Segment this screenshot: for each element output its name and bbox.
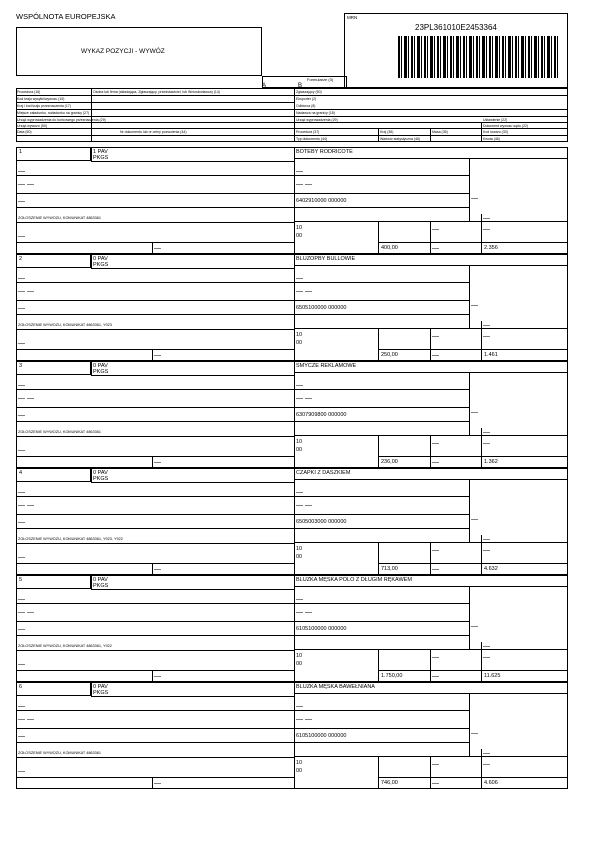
dash-left-1: — xyxy=(18,596,25,603)
rule xyxy=(469,158,470,221)
rule xyxy=(294,158,568,159)
dash-doc: — xyxy=(18,233,25,240)
rule xyxy=(294,372,568,373)
rule xyxy=(152,242,153,254)
item-qty-bottom: 00 xyxy=(296,340,303,346)
rule xyxy=(16,728,294,729)
dash-right-3: — xyxy=(471,623,478,630)
rule xyxy=(294,756,568,757)
rule xyxy=(294,635,469,636)
item-packages-sub: PKGS xyxy=(93,583,109,589)
rule xyxy=(294,496,469,497)
dash-doc: — xyxy=(18,768,25,775)
rule xyxy=(294,435,568,436)
item-value: 4.606 xyxy=(484,780,498,786)
rule xyxy=(91,254,92,268)
rule xyxy=(16,543,294,544)
dash-bottom: — xyxy=(154,780,161,787)
dash-bottom: — xyxy=(154,459,161,466)
rule xyxy=(294,221,568,222)
item-packages-sub: PKGS xyxy=(93,262,109,268)
rule xyxy=(91,696,294,697)
rule xyxy=(430,221,431,254)
hf-r5-4: Kod towaru (33) xyxy=(483,130,508,134)
rule xyxy=(469,693,470,756)
rule xyxy=(16,329,294,330)
rule xyxy=(430,435,431,468)
dash-right-2: — — xyxy=(296,181,312,188)
rule xyxy=(16,207,294,208)
dash-left-1: — xyxy=(18,489,25,496)
rule xyxy=(430,649,431,682)
item-packages: 0 PAV xyxy=(93,256,108,262)
dash-mass: — xyxy=(432,780,439,787)
rule xyxy=(481,642,482,682)
rule xyxy=(16,242,294,243)
item-documents: ZGŁOSZENIE WYWOZU, KOMUNIKAT 4863361 xyxy=(18,430,101,434)
dash-qty-3: — xyxy=(483,643,490,650)
rule xyxy=(16,742,294,743)
eu-title: WSPÓLNOTA EUROPEJSKA xyxy=(16,12,116,21)
item-commodity-code: 6105100000 000000 xyxy=(296,733,347,739)
rule xyxy=(378,670,568,671)
rule xyxy=(481,321,482,361)
dash-qty-1: — xyxy=(432,226,439,233)
item-packages: 1 PAV xyxy=(93,149,108,155)
item-packages-sub: PKGS xyxy=(93,476,109,482)
dash-qty-3: — xyxy=(483,215,490,222)
dash-mass: — xyxy=(432,245,439,252)
dash-qty-3: — xyxy=(483,536,490,543)
item-documents: ZGŁOSZENIE WYWOZU, KOMUNIKAT 4863361, Y922 xyxy=(18,644,112,648)
rule xyxy=(378,328,379,361)
dash-mass: — xyxy=(432,459,439,466)
rule xyxy=(152,456,153,468)
rule xyxy=(16,710,294,711)
rule xyxy=(294,514,469,515)
rule xyxy=(16,603,294,604)
hf-right-3: Nadawca na granicy (18) xyxy=(296,111,335,115)
dash-doc: — xyxy=(18,661,25,668)
dash-left-3: — xyxy=(18,198,25,205)
hf-right-2: Odbiorca (8) xyxy=(296,104,316,108)
rule xyxy=(294,479,568,480)
dash-mass: — xyxy=(432,566,439,573)
item-qty-bottom: 00 xyxy=(296,447,303,453)
dash-left-2: — — xyxy=(18,609,34,616)
letter-b: B xyxy=(298,83,303,89)
dash-left-3: — xyxy=(18,733,25,740)
hf-right-4: Urząd wyprowadzenia (29) xyxy=(296,118,338,122)
dash-qty-2: — xyxy=(483,440,490,447)
rule xyxy=(294,193,469,194)
item-packages-sub: PKGS xyxy=(93,369,109,375)
item-packages: 0 PAV xyxy=(93,684,108,690)
rule xyxy=(91,575,92,589)
rule xyxy=(91,589,294,590)
rule xyxy=(16,514,294,515)
rule xyxy=(378,542,379,575)
dash-right-2: — — xyxy=(296,716,312,723)
item-net-mass: 1.750,00 xyxy=(381,673,403,679)
rule xyxy=(16,300,294,301)
rule xyxy=(91,147,92,161)
dash-qty-2: — xyxy=(483,333,490,340)
rule xyxy=(294,586,568,587)
dash-left-3: — xyxy=(18,626,25,633)
item-value: 4.632 xyxy=(484,566,498,572)
rule xyxy=(16,349,294,350)
item-number-box xyxy=(16,361,91,375)
item-net-mass: 746,00 xyxy=(381,780,398,786)
item-qty-top: 10 xyxy=(296,546,303,552)
rule xyxy=(430,328,431,361)
rule xyxy=(152,563,153,575)
item-block xyxy=(16,254,568,361)
rule xyxy=(294,207,469,208)
item-description: BLUZKA MĘSKA BAWEŁNIANA xyxy=(296,684,375,690)
rule xyxy=(294,282,469,283)
dash-qty-1: — xyxy=(432,440,439,447)
item-description: SMYCZE REKLAMOWE xyxy=(296,363,357,369)
rule xyxy=(294,710,469,711)
hf-left-0: Procedura (16) xyxy=(17,90,41,94)
rule xyxy=(294,542,568,543)
rule xyxy=(91,482,294,483)
rule xyxy=(16,456,294,457)
item-packages: 0 PAV xyxy=(93,363,108,369)
hf-r5-2: Masa (35) xyxy=(432,130,448,134)
dash-qty-1: — xyxy=(432,333,439,340)
dash-left-2: — — xyxy=(18,502,34,509)
rule xyxy=(91,268,294,269)
item-net-mass: 713,00 xyxy=(381,566,398,572)
dash-right-1: — xyxy=(296,168,303,175)
item-divider xyxy=(294,682,295,789)
item-description: BLUZKA MĘSKA POLO Z DŁUGIM RĘKAWEM xyxy=(296,577,412,583)
rule xyxy=(16,436,294,437)
rule xyxy=(294,603,469,604)
dash-bottom: — xyxy=(154,673,161,680)
hf-right-6: Dokument wywozu sądu (22) xyxy=(483,124,529,128)
dash-left-1: — xyxy=(18,168,25,175)
rule xyxy=(481,749,482,789)
form-title-box xyxy=(16,27,262,76)
dash-mass: — xyxy=(432,673,439,680)
rule xyxy=(294,175,469,176)
dash-right-2: — — xyxy=(296,288,312,295)
rule xyxy=(430,542,431,575)
dash-right-3: — xyxy=(471,730,478,737)
item-number-box xyxy=(16,682,91,696)
hf-r6-1: Wartość statystyczna (46) xyxy=(380,137,421,141)
letter-a: A xyxy=(262,83,267,89)
hf-right-1: Eksporter (2) xyxy=(296,97,317,101)
rule xyxy=(378,242,568,243)
item-number: 2 xyxy=(19,256,23,262)
dash-qty-3: — xyxy=(483,322,490,329)
dash-bottom: — xyxy=(154,352,161,359)
dash-left-3: — xyxy=(18,412,25,419)
item-divider xyxy=(294,147,295,254)
item-packages: 0 PAV xyxy=(93,470,108,476)
hf-right-0: Zgłaszający (50) xyxy=(296,90,322,94)
item-commodity-code: 6505003000 000000 xyxy=(296,519,347,525)
rule xyxy=(294,421,469,422)
mrn-label: MRN xyxy=(347,15,358,20)
rule xyxy=(294,528,469,529)
dash-left-2: — — xyxy=(18,181,34,188)
rule xyxy=(152,349,153,361)
dash-left-1: — xyxy=(18,275,25,282)
rule xyxy=(91,375,294,376)
dash-right-2: — — xyxy=(296,609,312,616)
item-block xyxy=(16,575,568,682)
rule xyxy=(294,728,469,729)
hf-left-2: Kraj i kod kraju przeznaczenia (17) xyxy=(17,104,71,108)
item-net-mass: 400,00 xyxy=(381,245,398,251)
rule xyxy=(16,621,294,622)
item-description: CZAPKI Z DASZKIEM xyxy=(296,470,351,476)
item-number-box xyxy=(16,575,91,589)
hf-r6-2: Kwota (46) xyxy=(483,137,500,141)
rule xyxy=(294,314,469,315)
rule xyxy=(16,314,294,315)
dash-qty-1: — xyxy=(432,654,439,661)
item-qty-top: 10 xyxy=(296,332,303,338)
hf-r5-1: Kraj (35) xyxy=(380,130,394,134)
item-value: 11.625 xyxy=(484,673,501,679)
barcode xyxy=(398,36,560,78)
rule xyxy=(469,479,470,542)
rule xyxy=(378,349,568,350)
rule xyxy=(152,670,153,682)
dash-left-2: — — xyxy=(18,288,34,295)
rule xyxy=(378,456,568,457)
dash-right-1: — xyxy=(296,275,303,282)
hf-right-5: Ustawienie (22) xyxy=(483,118,508,122)
rule xyxy=(294,407,469,408)
dash-qty-1: — xyxy=(432,547,439,554)
dash-doc: — xyxy=(18,554,25,561)
item-net-mass: 250,00 xyxy=(381,352,398,358)
item-number: 4 xyxy=(19,470,23,476)
dash-left-3: — xyxy=(18,519,25,526)
item-qty-top: 10 xyxy=(296,439,303,445)
rule xyxy=(481,535,482,575)
dash-left-2: — — xyxy=(18,716,34,723)
rule xyxy=(294,300,469,301)
hf-left-6: Data (50) xyxy=(17,130,32,134)
item-net-mass: 236,00 xyxy=(381,459,398,465)
rule xyxy=(16,650,294,651)
page-box xyxy=(262,76,347,88)
item-divider xyxy=(294,361,295,468)
item-packages: 0 PAV xyxy=(93,577,108,583)
item-block xyxy=(16,147,568,254)
rule xyxy=(294,389,469,390)
item-value: 1.461 xyxy=(484,352,498,358)
rule xyxy=(16,193,294,194)
dash-bottom: — xyxy=(154,245,161,252)
hf-left-4: Urząd wyprowadzenia do końcowego przeznaczenia (29) xyxy=(17,118,106,122)
rule xyxy=(16,757,294,758)
hf-left-5: Urząd wywozu (50) xyxy=(17,124,47,128)
item-number: 3 xyxy=(19,363,23,369)
form-title: WYKAZ POZYCJI - WYWÓZ xyxy=(81,48,165,55)
item-number-box xyxy=(16,254,91,268)
rule xyxy=(378,777,568,778)
rule xyxy=(294,693,568,694)
dash-mass: — xyxy=(432,352,439,359)
item-description: BLUZOPBY BULLOWIE xyxy=(296,256,356,262)
item-documents: ZGŁOSZENIE WYWOZU, KOMUNIKAT 4863361 xyxy=(18,751,101,755)
item-qty-bottom: 00 xyxy=(296,554,303,560)
rule xyxy=(378,649,379,682)
item-commodity-code: 6402910000 000000 xyxy=(296,198,347,204)
item-number-box xyxy=(16,468,91,482)
dash-right-1: — xyxy=(296,382,303,389)
dash-qty-2: — xyxy=(483,547,490,554)
dash-right-1: — xyxy=(296,703,303,710)
dash-right-3: — xyxy=(471,302,478,309)
mrn-value: 23PL361010E2453364 xyxy=(415,23,497,32)
item-qty-top: 10 xyxy=(296,653,303,659)
item-qty-bottom: 00 xyxy=(296,233,303,239)
dash-right-1: — xyxy=(296,489,303,496)
dash-right-3: — xyxy=(471,195,478,202)
rule xyxy=(469,586,470,649)
dash-qty-1: — xyxy=(432,761,439,768)
rule xyxy=(16,407,294,408)
item-packages-sub: PKGS xyxy=(93,690,109,696)
item-number-box xyxy=(16,147,91,161)
dash-right-3: — xyxy=(471,409,478,416)
dash-right-1: — xyxy=(296,596,303,603)
item-qty-bottom: 00 xyxy=(296,768,303,774)
rule xyxy=(294,265,568,266)
hf-mid-1: Nr dokumentu lub nr celny pozwolenia (44) xyxy=(120,130,187,134)
dash-left-1: — xyxy=(18,703,25,710)
hf-left-3: Miejsce załadunku, rozładunku na granicy (27) xyxy=(17,111,90,115)
rule xyxy=(16,563,294,564)
item-qty-top: 10 xyxy=(296,760,303,766)
item-value: 2.356 xyxy=(484,245,498,251)
rule xyxy=(378,756,379,789)
rule xyxy=(91,361,92,375)
item-documents: ZGŁOSZENIE WYWOZU, KOMUNIKAT 4863361 xyxy=(18,216,101,220)
rule xyxy=(91,468,92,482)
item-commodity-code: 6505100000 000000 xyxy=(296,305,347,311)
dash-qty-2: — xyxy=(483,226,490,233)
item-qty-bottom: 00 xyxy=(296,661,303,667)
dash-right-3: — xyxy=(471,516,478,523)
dash-doc: — xyxy=(18,340,25,347)
hf-left-1: Kod kraju wysyłki/wywozu (15) xyxy=(17,97,65,101)
rule xyxy=(16,175,294,176)
item-block xyxy=(16,682,568,789)
dash-left-1: — xyxy=(18,382,25,389)
dash-bottom: — xyxy=(154,566,161,573)
item-divider xyxy=(294,254,295,361)
rule xyxy=(16,282,294,283)
rule xyxy=(294,649,568,650)
rule xyxy=(294,621,469,622)
item-packages-sub: PKGS xyxy=(93,155,109,161)
rule xyxy=(378,221,379,254)
rule xyxy=(378,435,379,468)
item-commodity-code: 6307909800 000000 xyxy=(296,412,347,418)
dash-right-2: — — xyxy=(296,395,312,402)
page-label: Formularze (3) xyxy=(307,77,334,82)
hf-r6-0: Typ dokumentu (44) xyxy=(296,137,328,141)
item-number: 1 xyxy=(19,149,23,155)
item-documents: ZGŁOSZENIE WYWOZU, KOMUNIKAT 4863361, Y923, Y922 xyxy=(18,537,123,541)
rule xyxy=(16,528,294,529)
dash-qty-2: — xyxy=(483,761,490,768)
item-block xyxy=(16,468,568,575)
rule xyxy=(430,756,431,789)
dash-qty-3: — xyxy=(483,750,490,757)
dash-left-3: — xyxy=(18,305,25,312)
item-number: 6 xyxy=(19,684,23,690)
item-block xyxy=(16,361,568,468)
rule xyxy=(469,372,470,435)
item-divider xyxy=(294,468,295,575)
item-documents: ZGŁOSZENIE WYWOZU, KOMUNIKAT 4863361, Y923 xyxy=(18,323,112,327)
rule xyxy=(152,777,153,789)
hf-r5-0: Procedura (37) xyxy=(296,130,320,134)
rule xyxy=(16,421,294,422)
item-qty-top: 10 xyxy=(296,225,303,231)
dash-doc: — xyxy=(18,447,25,454)
rule xyxy=(16,222,294,223)
rule xyxy=(294,328,568,329)
rule xyxy=(16,635,294,636)
dash-qty-3: — xyxy=(483,429,490,436)
item-commodity-code: 6105100000 000000 xyxy=(296,626,347,632)
rule xyxy=(91,682,92,696)
item-divider xyxy=(294,575,295,682)
dash-right-2: — — xyxy=(296,502,312,509)
item-description: BOTEBY RODRICOTE xyxy=(296,149,353,155)
hf-mid-0: Osoba lub firma (składająca, Zgłaszający, przedstawiciel, lub Wnioskodawca) (14) xyxy=(93,90,220,94)
rule xyxy=(16,777,294,778)
rule xyxy=(481,428,482,468)
item-value: 1.362 xyxy=(484,459,498,465)
rule xyxy=(91,161,294,162)
item-number: 5 xyxy=(19,577,23,583)
rule xyxy=(16,496,294,497)
mrn-box xyxy=(344,13,568,88)
rule xyxy=(294,742,469,743)
rule xyxy=(16,670,294,671)
rule xyxy=(469,265,470,328)
dash-qty-2: — xyxy=(483,654,490,661)
rule xyxy=(378,563,568,564)
rule xyxy=(481,214,482,254)
rule xyxy=(16,389,294,390)
dash-left-2: — — xyxy=(18,395,34,402)
